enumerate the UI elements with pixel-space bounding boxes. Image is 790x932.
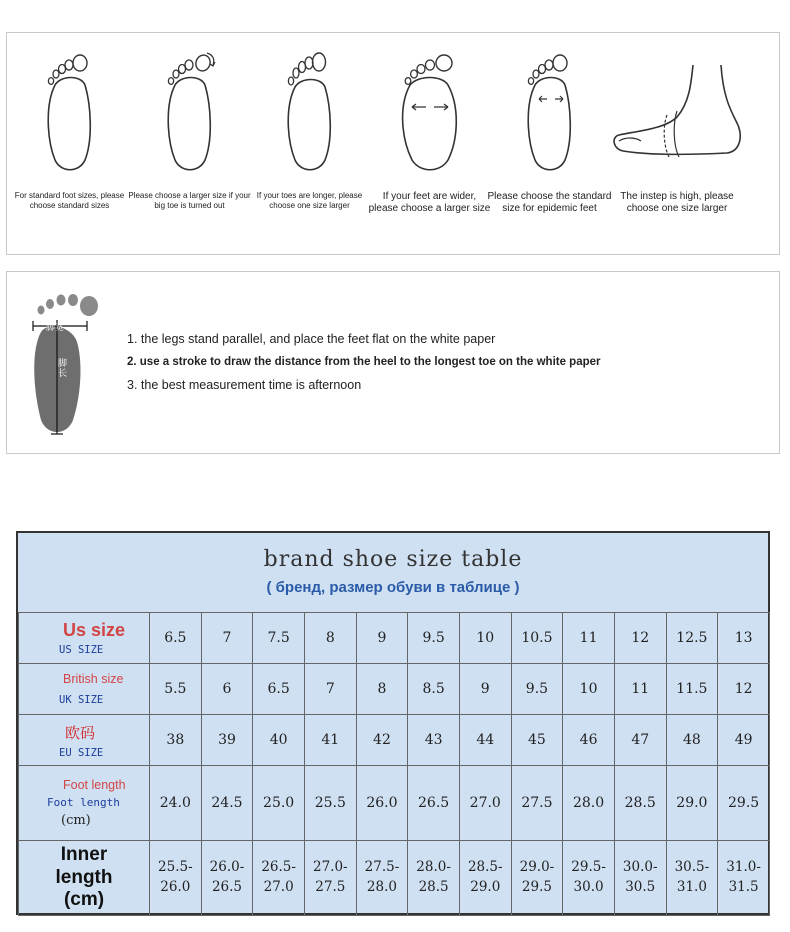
foot-icon	[275, 45, 345, 175]
table-row-eu	[19, 715, 770, 766]
cell: 9.5	[408, 613, 460, 664]
size-table	[16, 531, 770, 915]
cell: 26.5	[408, 766, 460, 841]
cell: 11.5	[666, 664, 718, 715]
fit-tips-panel	[6, 32, 780, 255]
cell: 31.0- 31.5	[718, 841, 770, 916]
cell: 9.5	[511, 664, 563, 715]
cell: 28.5	[614, 766, 666, 841]
cell: 8.5	[408, 664, 460, 715]
cell: 10	[563, 664, 615, 715]
tip-text: Please choose the standard size for epidemic feet	[487, 191, 612, 214]
tip-text: For standard foot sizes, please choose standard sizes	[14, 191, 125, 210]
cell: 26.0	[356, 766, 408, 841]
cell: 12.5	[666, 613, 718, 664]
cell: 46	[563, 715, 615, 766]
cell: 9	[459, 664, 511, 715]
table-row-foot-length	[19, 766, 770, 841]
tip-epidemic-feet	[487, 45, 612, 214]
table-row-us	[19, 613, 770, 664]
cell: 25.5	[304, 766, 356, 841]
table-row-uk	[19, 664, 770, 715]
cell: 47	[614, 715, 666, 766]
cell: 11	[563, 613, 615, 664]
cell: 27.5	[511, 766, 563, 841]
tip-standard	[7, 45, 132, 210]
cell: 7	[201, 613, 253, 664]
cell: 29.0	[666, 766, 718, 841]
foot-length-label: 脚长	[58, 359, 68, 379]
measurement-steps	[127, 332, 601, 402]
cell: 24.5	[201, 766, 253, 841]
table-subtitle: ( бренд, размер обуви в таблице )	[266, 579, 520, 596]
cell: 48	[666, 715, 718, 766]
cell: 28.0	[563, 766, 615, 841]
foot-side-icon	[607, 45, 747, 175]
cell: 12	[614, 613, 666, 664]
cell: 28.5- 29.0	[459, 841, 511, 916]
cell: 5.5	[150, 664, 202, 715]
cell: 44	[459, 715, 511, 766]
foot-icon	[515, 45, 585, 175]
size-grid	[18, 612, 770, 916]
cell: 28.0- 28.5	[408, 841, 460, 916]
tip-text: If your toes are longer, please choose one size larger	[256, 191, 363, 210]
cell: 8	[304, 613, 356, 664]
cell: 25.5- 26.0	[150, 841, 202, 916]
cell: 10.5	[511, 613, 563, 664]
row-label-us: Us size US SIZE	[19, 613, 150, 664]
foot-icon	[35, 45, 105, 175]
cell: 6.5	[253, 664, 305, 715]
step-2: 2. use a stroke to draw the distance from the heel to the longest toe on the white paper	[127, 356, 601, 368]
cell: 30.0- 30.5	[614, 841, 666, 916]
table-row-inner-length	[19, 841, 770, 916]
cell: 8	[356, 664, 408, 715]
cell: 40	[253, 715, 305, 766]
tip-wide-feet	[367, 45, 492, 214]
cell: 27.0	[459, 766, 511, 841]
tip-text: If your feet are wider, please choose a larger size	[368, 191, 491, 214]
cell: 43	[408, 715, 460, 766]
cell: 26.5- 27.0	[253, 841, 305, 916]
foot-icon	[155, 45, 225, 175]
cell: 25.0	[253, 766, 305, 841]
cell: 9	[356, 613, 408, 664]
cell: 13	[718, 613, 770, 664]
cell: 29.0- 29.5	[511, 841, 563, 916]
row-label-eu: 欧码 EU SIZE	[19, 715, 150, 766]
cell: 30.5- 31.0	[666, 841, 718, 916]
tip-text: The instep is high, please choose one size larger	[620, 191, 734, 214]
cell: 6	[201, 664, 253, 715]
tip-high-instep	[607, 45, 747, 214]
cell: 6.5	[150, 613, 202, 664]
cell: 27.0- 27.5	[304, 841, 356, 916]
cell: 10	[459, 613, 511, 664]
tip-long-toes	[247, 45, 372, 210]
step-3: 3. the best measurement time is afternoon	[127, 378, 362, 392]
row-label-inner-length: Inner length (cm)	[19, 841, 150, 916]
table-title: brand shoe size table	[263, 547, 523, 572]
cell: 39	[201, 715, 253, 766]
tip-text: Please choose a larger size if your big toe is turned out	[128, 191, 251, 210]
cell: 7	[304, 664, 356, 715]
cell: 42	[356, 715, 408, 766]
cell: 49	[718, 715, 770, 766]
measurement-panel	[6, 271, 780, 454]
cell: 41	[304, 715, 356, 766]
cell: 12	[718, 664, 770, 715]
cell: 29.5- 30.0	[563, 841, 615, 916]
cell: 45	[511, 715, 563, 766]
cell: 11	[614, 664, 666, 715]
cell: 26.0- 26.5	[201, 841, 253, 916]
cell: 29.5	[718, 766, 770, 841]
step-1: 1. the legs stand parallel, and place the feet flat on the white paper	[127, 332, 496, 346]
row-label-foot-length: Foot length Foot length (cm)	[19, 766, 150, 841]
tip-big-toe	[127, 45, 252, 210]
foot-width-label: 脚宽	[46, 323, 65, 333]
cell: 7.5	[253, 613, 305, 664]
cell: 24.0	[150, 766, 202, 841]
row-label-uk: British size UK SIZE	[19, 664, 150, 715]
cell: 38	[150, 715, 202, 766]
cell: 27.5- 28.0	[356, 841, 408, 916]
foot-wide-icon	[390, 45, 470, 175]
